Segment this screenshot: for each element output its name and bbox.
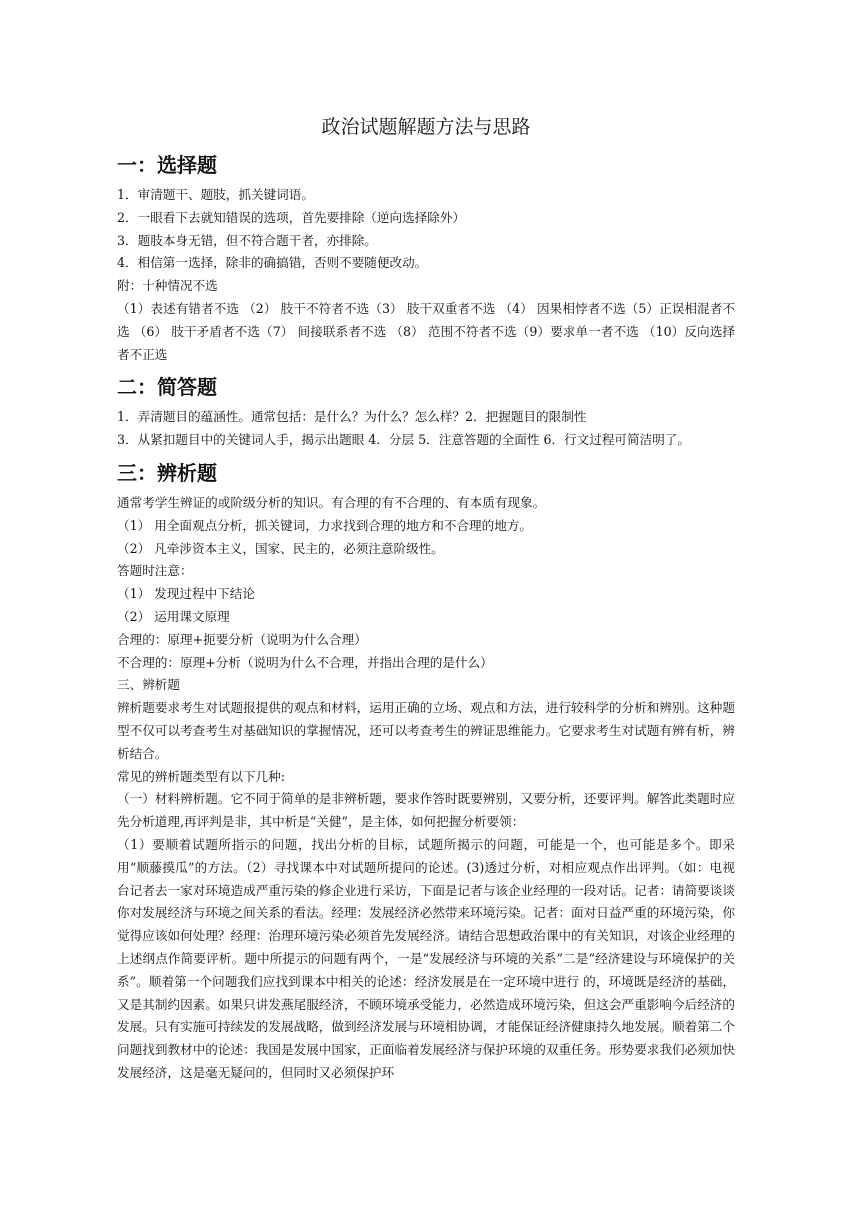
paragraph: 附：十种情况不选: [117, 278, 218, 294]
page-title: 政治试题解题方法与思路: [321, 116, 531, 138]
paragraph: 不合理的：原理+分析（说明为什么不合理，并指出合理的是什么）: [117, 654, 493, 670]
paragraph: （2） 运用课文原理: [117, 608, 230, 624]
paragraph: 3．题肢本身无错，但不符合题干者，亦排除。: [117, 232, 377, 248]
paragraph: （1） 发现过程中下结论: [117, 586, 255, 602]
paragraph: 3．从紧扣题目中的关键词人手，揭示出题眼 4．分层 5．注意答题的全面性 6．行文过程可简洁明了。: [117, 432, 690, 448]
paragraph: （2） 凡牵涉资本主义，国家、民主的，必须注意阶级性。: [117, 540, 444, 556]
paragraph: 辨析题要求考生对试题报提供的观点和材料，运用正确的立场、观点和方法，进行较科学的分析和辨别。这种题型不仅可以考查考生对基础知识的掌握情况，还可以考查考生的辨证思维能力。它要求考生对试题有辨有析，辨析结合。: [117, 700, 735, 761]
document-page: [117, 110, 735, 1085]
paragraph: 4．相信第一选择，除非的确搞错，否则不要随便改动。: [117, 255, 428, 271]
paragraph: 答题时注意：: [117, 563, 193, 579]
section-heading: 三：辨析题: [117, 460, 217, 485]
section-heading: 一：选择题: [117, 153, 217, 177]
paragraph: 2．一眼看下去就知错误的选项，首先要排除（逆向选择除外）: [117, 209, 466, 225]
paragraph: 1．弄清题目的蕴涵性。通常包括：是什么？为什么？怎么样？2．把握题目的限制性: [117, 409, 587, 425]
paragraph: 1．审清题干、题肢，抓关键词语。: [117, 187, 314, 202]
paragraph: 通常考学生辨证的或阶级分析的知识。有合理的有不合理的、有本质有现象。: [117, 494, 546, 510]
paragraph: 常见的辨析题类型有以下几种:: [117, 768, 285, 784]
paragraph: （1）表述有错者不选 （2） 肢干不符者不选（3） 肢干双重者不选 （4） 因果相悖者不选（5）正误相混者不选 （6） 肢干矛盾者不选（7） 间接联系者不选 （8） 范围不符者不选（9）要求单一者不选 （10）反向选择者不正选: [117, 300, 735, 362]
paragraph: 合理的：原理+扼要分析（说明为什么合理）: [117, 631, 367, 647]
paragraph: 三、辨析题: [117, 677, 180, 693]
section-heading: 二：简答题: [117, 375, 217, 400]
paragraph: （一）材料辨析题。它不同于简单的是非辨析题，要求作答时既要辨别，又要分析，还要评判。解答此类题时应先分析道理,再评判是非，其中析是“关健”，是主体，如何把握分析要领：: [117, 791, 735, 830]
paragraph: （1）要顺着试题所指示的问题，找出分析的目标，试题所揭示的问题，可能是一个，也可能是多个。即采用“顺藤摸瓜”的方法。（2）寻找课本中对试题所提问的论述。(3)透过分析，对相应观点作出评判。（如：电视台记者去一家对环境造成严重污染的修企业进行采访，下面是记者与该企业经理的一段对话。记者：请简要谈谈你对发展经济与环境之间关系的看法。经理：发展经济必然带来环境污染。记者：面对日益严重的环境污染，你觉得应该如何处理？经理：治理环境污染必须首先发展经济。请结合思想政治课中的有关知识，对该企业经理的上述纲点作简要评析。题中所提示的问题有两个，一是“发展经济与环境的关系”二是“经济建设与环境保护的关系”。顺着第一个问题我们应找到课本中相关的论述：经济发展是在一定环境中进行 的，环境既是经济的基础，又是其制约因素。如果只讲发燕尾服经济，不顾环境承受能力，必然造成环境污染，但这会严重影响今后经济的发展。只有实施可持续发的发展战略，做到经济发展与环境相协调，才能保证经济健康持久地发展。顺着第二个问题找到教材中的论述：我国是发展中国家，正面临着发展经济与保护环境的双重任务。形势要求我们必须加快发展经济，这是毫无疑问的，但同时又必须保护环: [117, 836, 735, 1080]
paragraph: （1） 用全面观点分析，抓关键词，力求找到合理的地方和不合理的地方。: [117, 517, 533, 533]
